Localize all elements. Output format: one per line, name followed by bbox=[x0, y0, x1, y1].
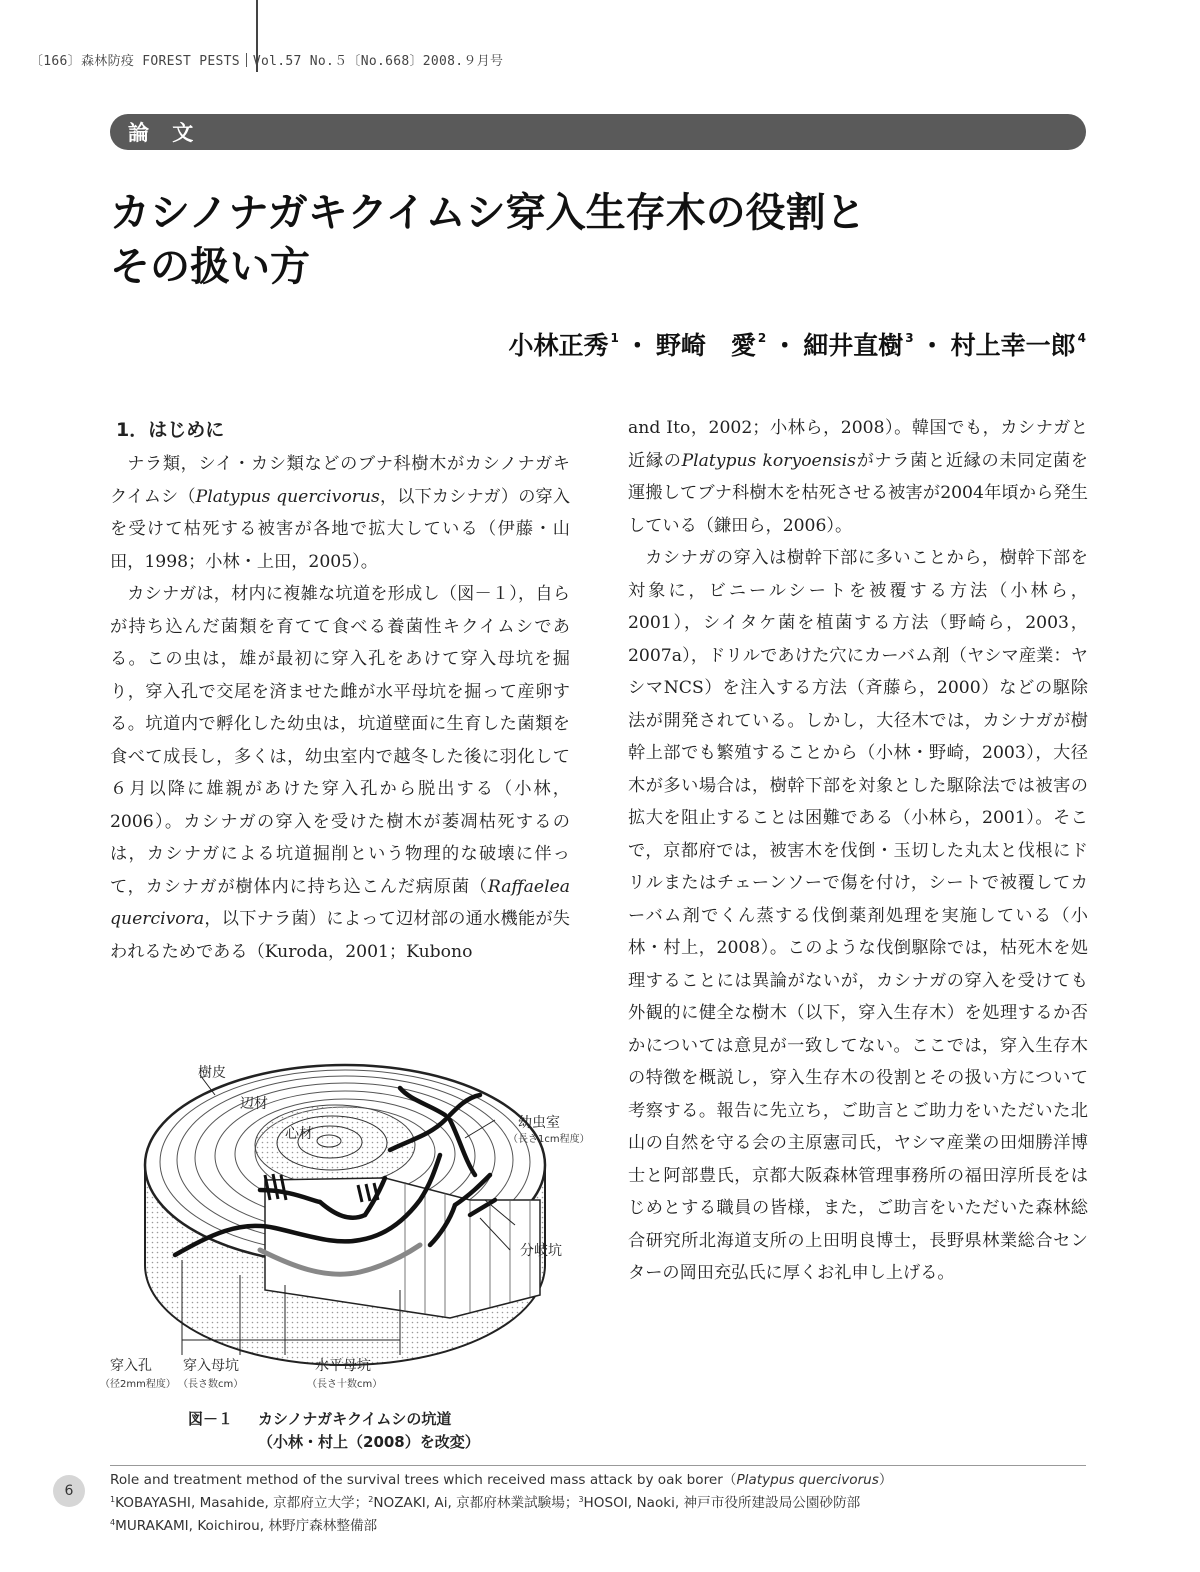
figure-caption bbox=[188, 1408, 568, 1454]
article-title bbox=[110, 186, 1010, 294]
author-mark: 2 bbox=[757, 331, 767, 345]
author-mark: 4 bbox=[1077, 331, 1086, 345]
running-header bbox=[30, 50, 503, 69]
label-sapwood: 辺材 bbox=[240, 1096, 268, 1112]
author-name: 細井直樹 bbox=[803, 331, 904, 360]
title-line-2: その扱い方 bbox=[110, 244, 310, 290]
heartwood-core bbox=[255, 1105, 415, 1185]
label-branch-gallery: 分岐坑 bbox=[520, 1243, 562, 1259]
paragraph: カシナガの穿入は樹幹下部に多いことから，樹幹下部を対象に，ビニールシートを被覆する方法（小林ら，2001），シイタケ菌を植菌する方法（野崎ら，2003，2007a），ドリルであけた穴にカーバム剤（ヤシマ産業：ヤシマNCS）を注入する方法（斉藤ら，2000）などの駆除法が開発されている。しかし，大径木では，カシナガが樹幹上部でも繁殖することから（小林・野崎，2003），大径木が多い場合は，樹幹下部を対象とした駆除法では被害の拡大を阻止することは困難である（小林ら，2001）。そこで，京都府では，被害木を伐倒・玉切した丸太と伐根にドリルまたはチェーンソーで傷を付け，シートで被覆してカーバム剤でくん蒸する伐倒薬剤処理を実施している（小林・村上，2008）。このような伐倒駆除では，枯死木を処理することには異論がないが，カシナガの穿入を受けても外観的に健全な樹木（以下，穿入生存木）を処理するか否かについては意見が一致してない。ここでは，穿入生存木の特徴を概説し，穿入生存木の役割とその扱い方について考察する。報告に先立ち，ご助言とご助力をいただいた北山の自然を守る会の主原憲司氏，ヤシマ産業の田畑勝洋博士と阿部豊氏，京都大阪森林管理事務所の福田淳所長をはじめとする職員の皆様，また，ご助言をいただいた森林総合研究所北海道支所の上田明良博士，長野県林業総合センターの岡田充弘氏に厚くお礼申し上げる。 bbox=[628, 548, 1088, 1283]
label-larval-chamber-note: （長さ1cm程度） bbox=[508, 1134, 590, 1145]
caption-number: 図－１ bbox=[188, 1410, 234, 1428]
author-name: 野崎 愛 bbox=[655, 331, 756, 360]
header-separator bbox=[246, 53, 247, 67]
section-heading: 1．はじめに bbox=[116, 419, 225, 441]
author-name: 村上幸一郎 bbox=[950, 331, 1076, 360]
label-bark: 樹皮 bbox=[198, 1065, 226, 1081]
footer-rule bbox=[110, 1465, 1086, 1466]
label-entrance-hole: 穿入孔 bbox=[110, 1358, 152, 1374]
caption-line-1: カシノナガキクイムシの坑道 bbox=[258, 1410, 452, 1428]
body-column-left bbox=[110, 412, 570, 968]
scientific-name: Platypus quercivorus bbox=[195, 486, 380, 507]
section-banner bbox=[110, 114, 1086, 150]
affiliations-line-2: $^4$MURAKAMI, Koichirou, 林野庁森林整備部 bbox=[110, 1518, 378, 1534]
label-mother-gallery: 穿入母坑 bbox=[183, 1358, 239, 1374]
scientific-name: Platypus koryoensis bbox=[681, 450, 856, 471]
section-label: 論 文 bbox=[128, 121, 202, 145]
journal-page-ref: 〔166〕森林防疫 FOREST PESTS bbox=[30, 54, 240, 69]
footer-block bbox=[110, 1471, 1100, 1536]
paragraph: カシナガは，材内に複雑な坑道を形成し（図－１），自らが持ち込んだ菌類を育てて食べる養菌性キクイムシである。この虫は，雄が最初に穿入孔をあけて穿入母坑を掘り，穿入孔で交尾を済ませた雌が水平母坑を掘って産卵する。坑道内で孵化した幼虫は，坑道壁面に生育した菌類を食べて成長し，多くは，幼虫室内で越冬した後に羽化して６月以降に雄親があけた穿入孔から脱出する（小林，2006）。カシナガの穿入を受けた樹木が萎凋枯死するのは，カシナガによる坑道掘削という物理的な破壊に伴って，カシナガが樹体内に持ち込こんだ病原菌（Raffaelea quercivora，以下ナラ菌）によって辺材部の通水機能が失われるためである（Kuroda，2001；Kubono bbox=[110, 584, 570, 962]
affiliations-line-1: $^1$KOBAYASHI, Masahide, 京都府立大学；$^2$NOZAKI, Ai, 京都府林業試験場；$^3$HOSOI, Naoki, 神戸市役所建設局公園砂防部 bbox=[110, 1495, 861, 1511]
figure-gallery-diagram bbox=[100, 1050, 590, 1430]
scientific-name: Platypus quercivorus bbox=[736, 1472, 879, 1488]
author-list: 小林正秀 $^1$ ・ 野崎 愛 $^2$ ・ 細井直樹 $^3$ ・ 村上幸一郎 $^4$ bbox=[508, 331, 1086, 360]
label-horizontal-gallery: 水平母坑 bbox=[315, 1358, 371, 1374]
page-number-badge: 6 bbox=[53, 1475, 85, 1507]
author-mark: 3 bbox=[905, 331, 914, 345]
label-heartwood: 心材 bbox=[285, 1126, 313, 1142]
english-title: Role and treatment method of the survival trees which received mass attack by oak borer（Platypus quercivorus） bbox=[110, 1472, 893, 1488]
journal-issue: Vol.57 No.５〔No.668〕2008.９月号 bbox=[252, 54, 504, 69]
label-mother-gallery-note: （長さ数cm） bbox=[178, 1379, 244, 1390]
label-horizontal-gallery-note: （長さ十数cm） bbox=[307, 1379, 383, 1390]
author-mark: 1 bbox=[610, 331, 619, 345]
caption-line-2: （小林・村上（2008）を改変） bbox=[258, 1433, 480, 1451]
title-line-1: カシノナガキクイムシ穿入生存木の役割と bbox=[110, 190, 866, 236]
body-column-right bbox=[628, 412, 1088, 1290]
label-entrance-hole-note: （径2mm程度） bbox=[100, 1379, 176, 1390]
label-larval-chamber: 幼虫室 bbox=[518, 1115, 560, 1131]
paragraph: ナラ類，シイ・カシ類などのブナ科樹木がカシノナガキクイムシ（Platypus quercivorus，以下カシナガ）の穿入を受けて枯死する被害が各地で拡大している（伊藤・山田，1998；小林・上田，2005）。 bbox=[110, 454, 571, 572]
scientific-name: Raffaelea quercivora bbox=[110, 876, 570, 929]
paragraph: and Ito，2002；小林ら，2008）。韓国でも，カシナガと近縁のPlatypus koryoensisがナラ菌と近縁の未同定菌を運搬してブナ科樹木を枯死させる被害が2004年頃から発生している（鎌田ら，2006）。 bbox=[628, 418, 1088, 536]
author-name: 小林正秀 bbox=[508, 331, 609, 360]
